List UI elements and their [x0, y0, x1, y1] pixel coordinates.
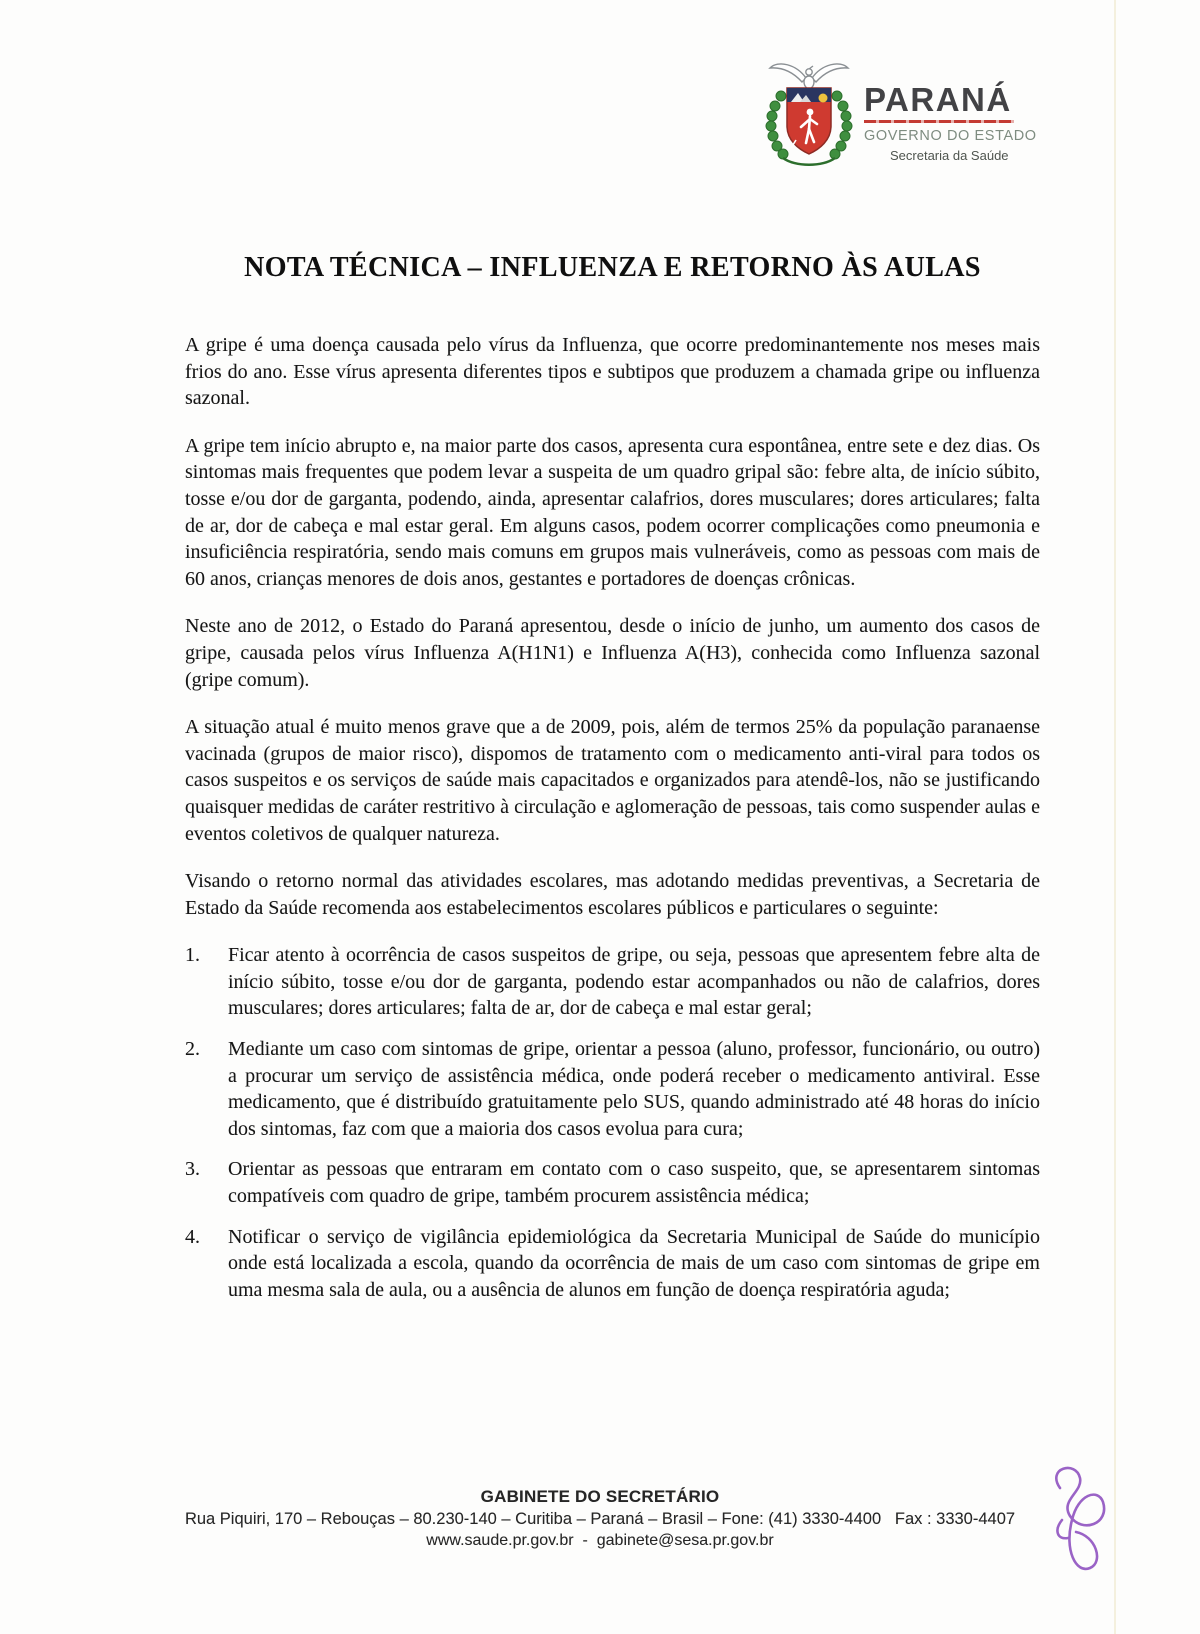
document-title: NOTA TÉCNICA – INFLUENZA E RETORNO ÀS AULAS	[244, 252, 981, 283]
document-body	[185, 250, 1040, 1317]
logo-governo-do-estado: GOVERNO DO ESTADO	[864, 128, 1037, 144]
list-item-number: 4.	[185, 1225, 200, 1248]
logo-secretaria-da-saude: Secretaria da Saúde	[890, 148, 1009, 163]
list-item-number: 1.	[185, 944, 200, 967]
paragraph-recomendacao: Visando o retorno normal das atividades escolares, mas adotando medidas preventivas, a Secretaria de Estado da Saúde recomenda aos estabelecimentos escolares públicos e particulares o seguinte:	[185, 870, 1040, 919]
recommendations-list	[185, 942, 1040, 1303]
pen-initial-scribble-icon	[1032, 1458, 1132, 1588]
list-item-text: Orientar as pessoas que entraram em contato com o caso suspeito, que, se apresentarem sintomas compatíveis com quadro de gripe, também procurem assistência médica;	[228, 1158, 1040, 1208]
footer-address-line: Rua Piquiri, 170 – Rebouças – 80.230-140 – Curitiba – Paraná – Brasil – Fone: (41) 3330-4400 Fax : 3330-4407	[184, 1510, 1016, 1528]
list-item	[185, 1224, 1040, 1304]
list-item	[185, 1036, 1040, 1142]
scan-crease-line	[1114, 0, 1116, 1634]
footer-office-name: GABINETE DO SECRETÁRIO	[480, 1487, 720, 1506]
logo-red-underline	[864, 120, 1014, 123]
paragraph-ano-2012: Neste ano de 2012, o Estado do Paraná apresentou, desde o início de junho, um aumento dos casos de gripe, causada pelos vírus Influenza A(H1N1) e Influenza A(H3), conhecida como Influenza sazonal (gripe comum).	[185, 615, 1040, 691]
list-item-text: Mediante um caso com sintomas de gripe, orientar a pessoa (aluno, professor, funcionário, ou outro) a procurar um serviço de assistência médica, onde poderá receber o medicamento antiviral. Esse medicamento, que é distribuído gratuitamente pelo SUS, quando administrado até 48 horas do início dos sintomas, faz com que a maioria dos casos evolua para cura;	[228, 1038, 1040, 1140]
footer-web-email-line: www.saude.pr.gov.br - gabinete@sesa.pr.gov.br	[426, 1532, 774, 1549]
letterhead-text-block	[864, 81, 1037, 163]
list-item	[185, 1156, 1040, 1209]
list-item-number: 3.	[185, 1158, 200, 1181]
logo-brand-parana: PARANÁ	[864, 81, 1012, 118]
paragraph-situacao-atual: A situação atual é muito menos grave que a de 2009, pois, além de termos 25% da população paranaense vacinada (grupos de maior risco), dispomos de tratamento com o medicamento anti-viral para todos os casos suspeitos e os serviços de saúde mais capacitados e organizados para atendê-los, não se justificando quaisquer medidas de caráter restritivo à circulação e aglomeração de pessoas, tais como suspender aulas e eventos coletivos de qualquer natureza.	[185, 716, 1040, 845]
list-item-number: 2.	[185, 1038, 200, 1061]
list-item-text: Notificar o serviço de vigilância epidemiológica da Secretaria Municipal de Saúde do município onde está localizada a escola, quando da ocorrência de mais de um caso com sintomas de gripe em uma mesma sala de aula, ou a ausência de alunos em função de doença respiratória aguda;	[228, 1225, 1040, 1301]
list-item	[185, 942, 1040, 1022]
letter-footer	[160, 1487, 1040, 1550]
paragraph-intro-gripe: A gripe é uma doença causada pelo vírus da Influenza, que ocorre predominantemente nos meses mais frios do ano. Esse vírus apresenta diferentes tipos e subtipos que produzem a chamada gripe ou influenza sazonal.	[185, 334, 1040, 410]
parana-coat-of-arms-icon	[760, 56, 858, 170]
paragraph-sintomas: A gripe tem início abrupto e, na maior parte dos casos, apresenta cura espontânea, entre sete e dez dias. Os sintomas mais frequentes que podem levar a suspeita de um quadro gripal são: febre alta, de início súbito, tosse e/ou dor de garganta, podendo, ainda, apresentar calafrios, dores musculares; dores articulares; falta de ar, dor de cabeça e mal estar geral. Em alguns casos, podem ocorrer complicações como pneumonia e insuficiência respiratória, sendo mais comuns em grupos mais vulneráveis, como as pessoas com mais de 60 anos, crianças menores de dois anos, gestantes e portadores de doenças crônicas.	[185, 434, 1040, 590]
list-item-text: Ficar atento à ocorrência de casos suspeitos de gripe, ou seja, pessoas que apresentem febre alta de início súbito, tosse e/ou dor de garganta, podendo estar acompanhados ou não de calafrios, dores musculares; dores articulares; falta de ar, dor de cabeça e mal estar geral;	[228, 944, 1040, 1020]
